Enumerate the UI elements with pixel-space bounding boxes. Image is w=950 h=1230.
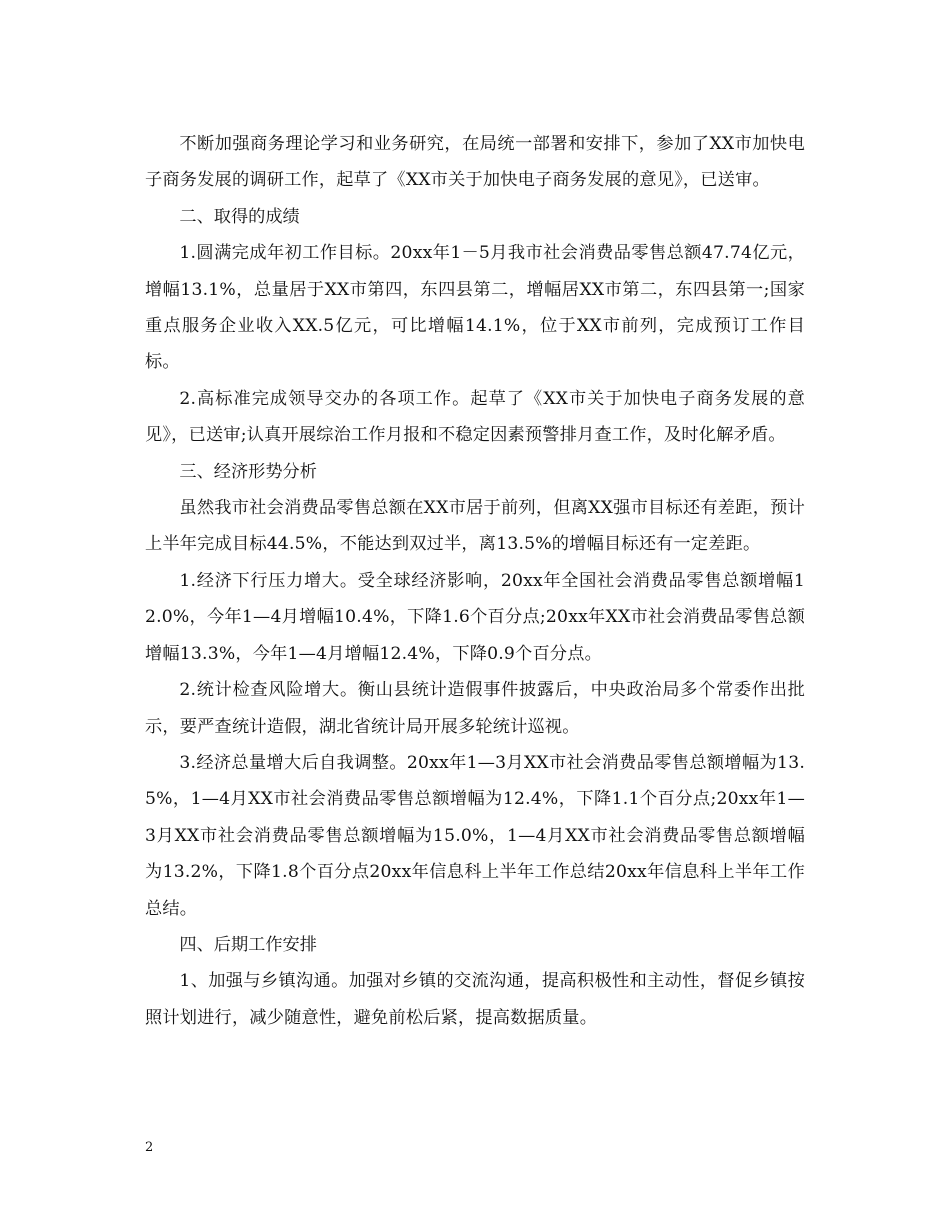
paragraph-3-1: 1.经济下行压力增大。受全球经济影响，20xx年全国社会消费品零售总额增幅12.0%，今年1—4月增幅10.4%，下降1.6个百分点;20xx年XX市社会消费品零售总额增幅13.3%，今年1—4月增幅12.4%，下降0.9个百分点。 [145,570,805,664]
section-heading-2: 二、取得的成绩 [179,206,300,227]
paragraph-3-2: 2.统计检查风险增大。衡山县统计造假事件披露后，中央政治局多个常委作出批示，要严查统计造假，湖北省统计局开展多轮统计巡视。 [145,680,805,737]
paragraph-2-2: 2.高标准完成领导交办的各项工作。起草了《XX市关于加快电子商务发展的意见》，已送审;认真开展综治工作月报和不稳定因素预警排月查工作，及时化解矛盾。 [145,388,805,446]
document-body [145,126,805,1036]
paragraph-1: 不断加强商务理论学习和业务研究，在局统一部署和安排下，参加了XX市加快电子商务发展的调研工作，起草了《XX市关于加快电子商务发展的意见》，已送审。 [145,134,805,191]
paragraph-2-1: 1.圆满完成年初工作目标。20xx年1－5月我市社会消费品零售总额47.74亿元，增幅13.1%，总量居于XX市第四，东四县第二，增幅居XX市第二，东四县第一;国家重点服务企业收入XX.5亿元，可比增幅14.1%，位于XX市前列，完成预订工作目标。 [145,243,805,373]
section-heading-4: 四、后期工作安排 [179,934,317,955]
paragraph-3-3: 3.经济总量增大后自我调整。20xx年1—3月XX市社会消费品零售总额增幅为13.5%，1—4月XX市社会消费品零售总额增幅为12.4%，下降1.1个百分点;20xx年1—3月XX市社会消费品零售总额增幅为15.0%，1—4月XX市社会消费品零售总额增幅为13.2%，下降1.8个百分点20xx年信息科上半年工作总结20xx年信息科上半年工作总结。 [145,752,805,919]
paragraph-4-1: 1、加强与乡镇沟通。加强对乡镇的交流沟通，提高积极性和主动性，督促乡镇按照计划进行，减少随意性，避免前松后紧，提高数据质量。 [145,971,805,1028]
section-heading-3: 三、经济形势分析 [179,461,317,482]
page-number: 2 [145,1140,154,1155]
paragraph-3-intro: 虽然我市社会消费品零售总额在XX市居于前列，但离XX强市目标还有差距，预计上半年完成目标44.5%，不能达到双过半，离13.5%的增幅目标还有一定差距。 [145,498,805,555]
